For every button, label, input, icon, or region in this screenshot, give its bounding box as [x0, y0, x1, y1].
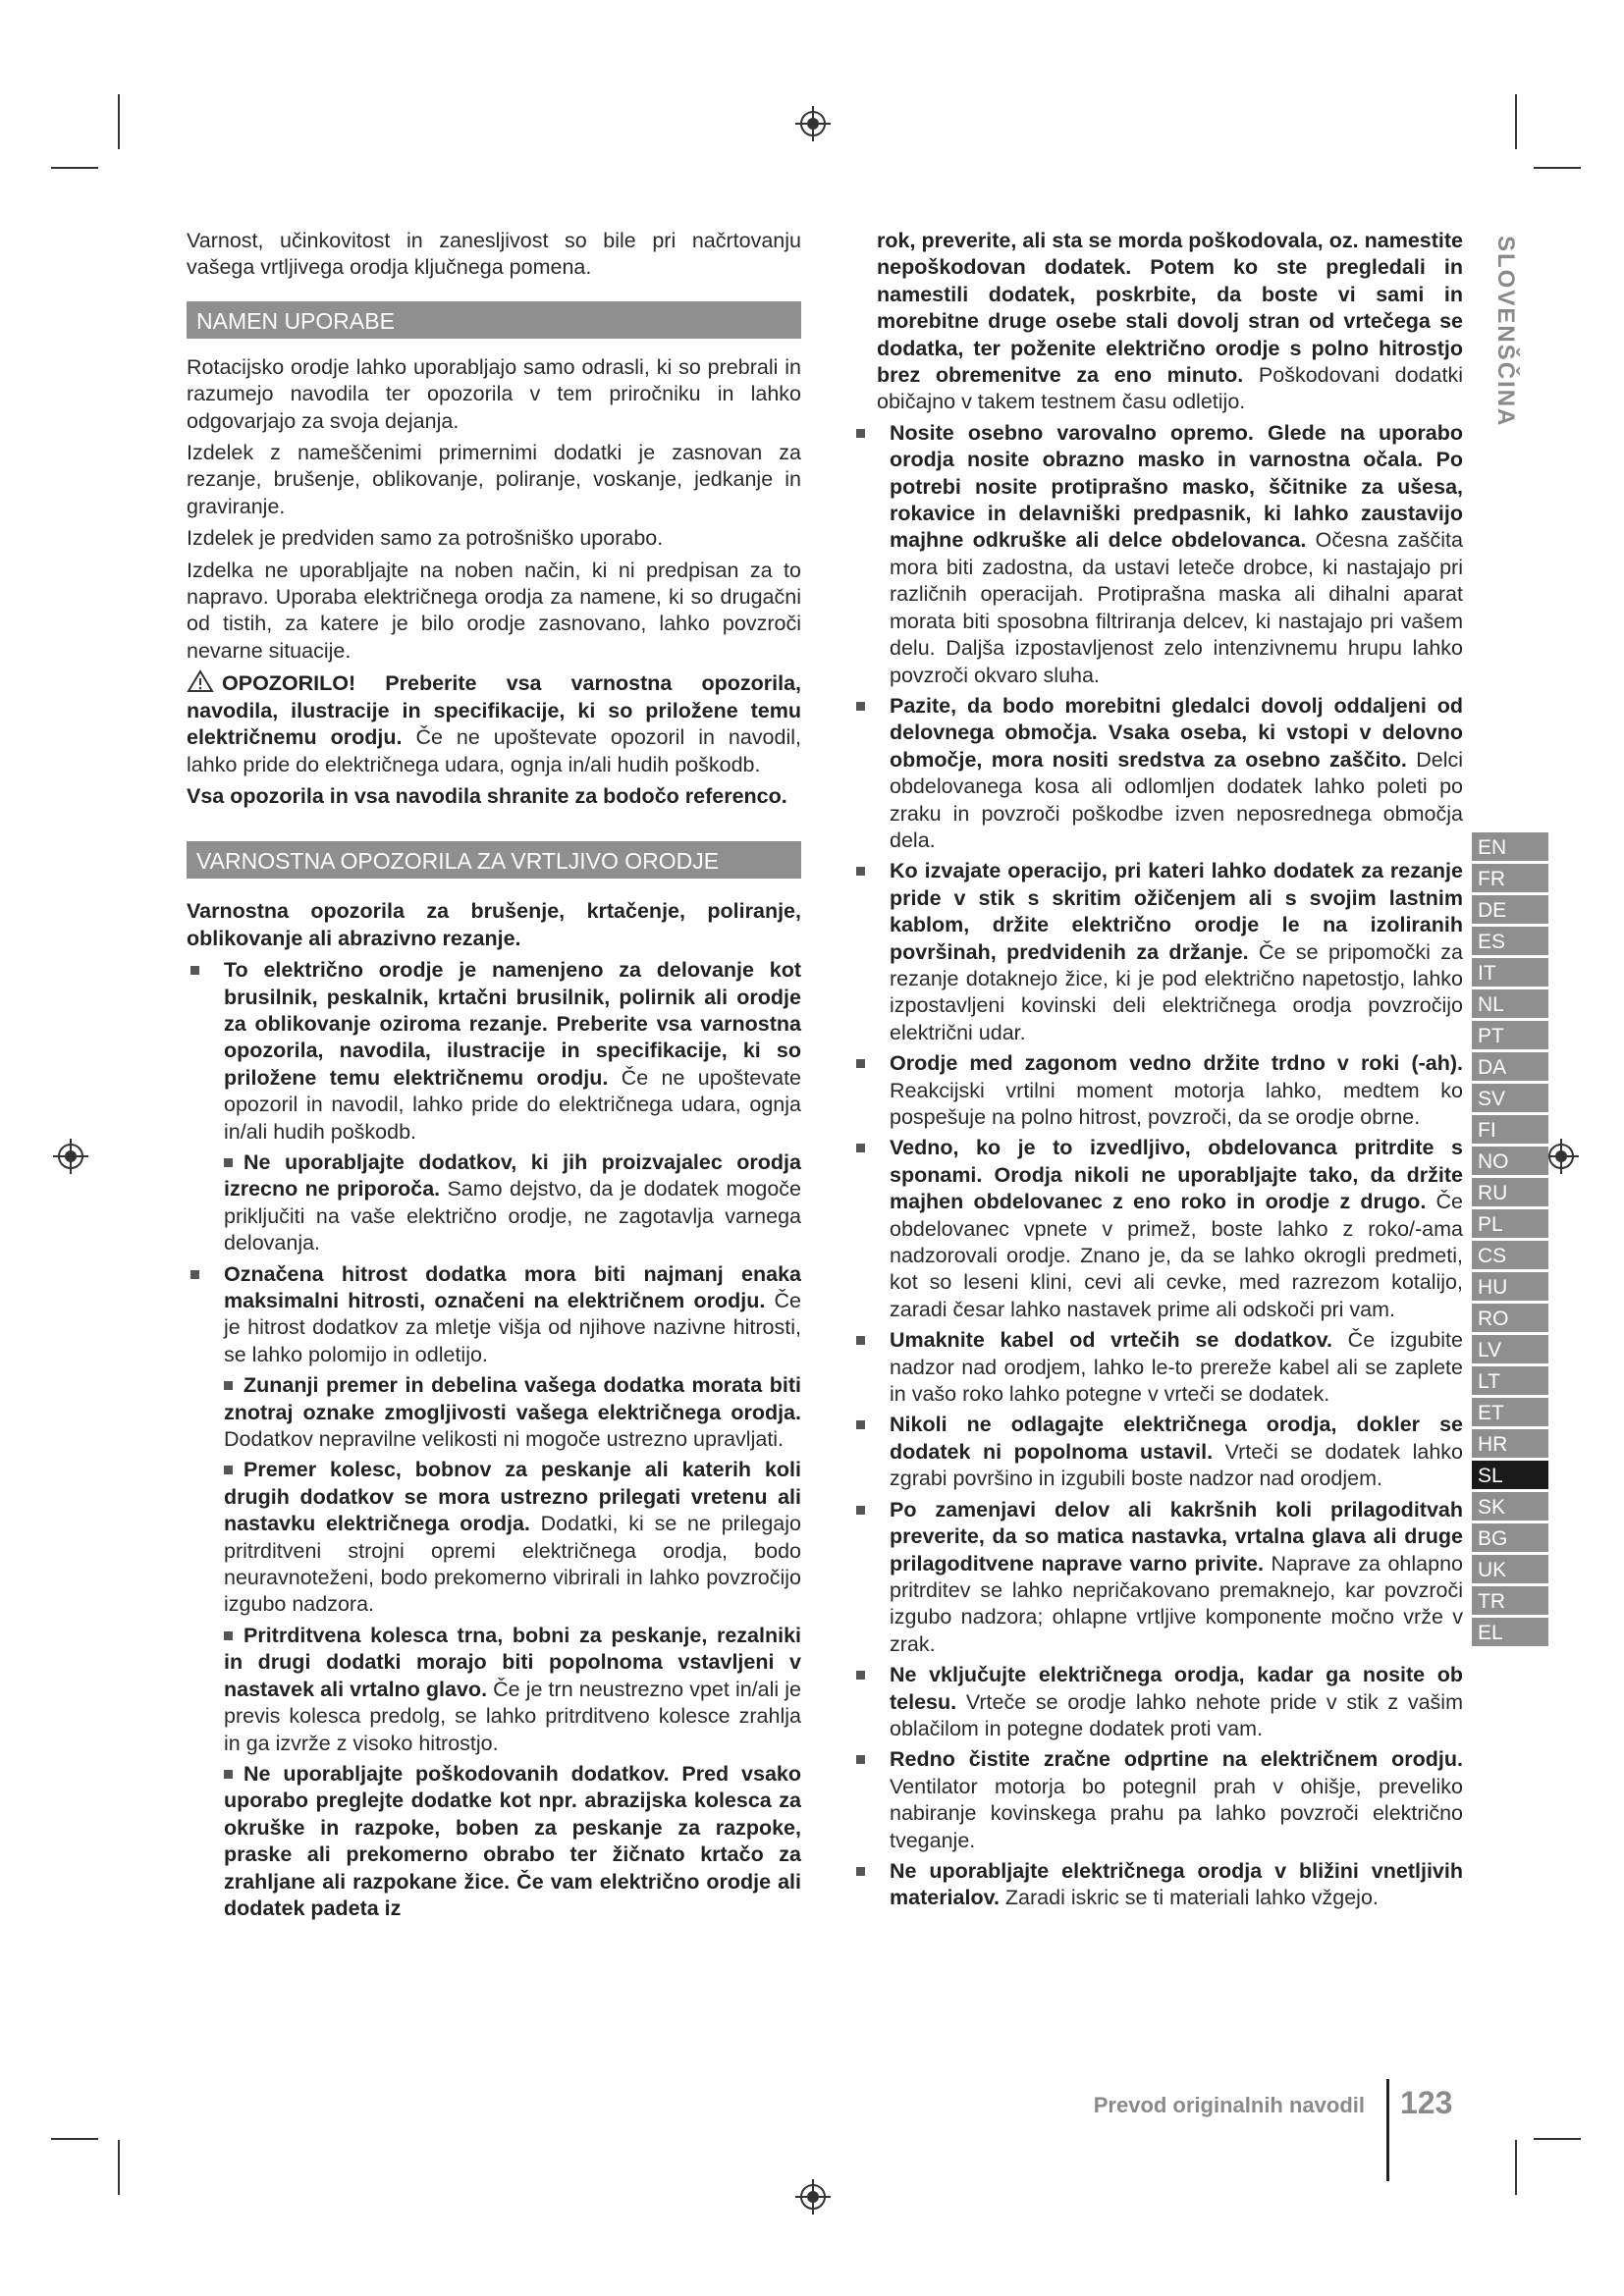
language-tab-es[interactable]: ES: [1472, 927, 1548, 955]
footer-text: Prevod originalnih navodil: [1093, 2093, 1365, 2117]
warning-triangle-icon: [187, 669, 214, 693]
paragraph: Izdelek z nameščenimi primernimi dodatki je zasnovan za rezanje, brušenje, oblikovanje, poliranje, voskanje, jedkanje in graviranje.: [187, 441, 801, 518]
list-item: Po zamenjavi delov ali kakršnih koli prilagoditvah preverite, da so matica nastavka, vrtalna glava ali druge prilagoditvene naprave varno privite. Naprave za ohlapno pritrditev se lahko nepričakovano premaknejo, kar povzroči izgubo nadzora; ohlapne vrtljive komponente močno vrže v zrak.: [852, 1497, 1463, 1658]
language-tab-hr[interactable]: HR: [1472, 1429, 1548, 1458]
language-tab-it[interactable]: IT: [1472, 958, 1548, 987]
page-number: 123: [1400, 2085, 1453, 2120]
language-tab-el[interactable]: EL: [1472, 1618, 1548, 1646]
list-item: Redno čistite zračne odprtine na električnem orodju. Ventilator motorja bo potegnil prah v ohišje, preveliko nabiranje kovinskega prahu pa lahko povzroči električno tveganje.: [852, 1746, 1463, 1854]
crop-mark: [51, 167, 98, 169]
sub-list-item: Premer kolesc, bobnov za peskanje ali katerih koli drugih dodatkov se mora ustrezno prilegati vretenu ali nastavku električnega orodja. Dodatki, ki se ne prilegajo pritrditveni strojni opremi električnega orodja, bodo neuravnoteženi, bodo prekomerno vibrirali in lahko povzročijo izgubo nadzora.: [224, 1458, 801, 1617]
section-heading-safety-warnings: VARNOSTNA OPOZORILA ZA VRTLJIVO ORODJE: [187, 841, 801, 879]
language-tab-hu[interactable]: HU: [1472, 1272, 1548, 1301]
warning-paragraph: [187, 669, 801, 778]
language-tab-sk[interactable]: SK: [1472, 1492, 1548, 1521]
list-item: Pazite, da bodo morebitni gledalci dovolj oddaljeni od delovnega območja. Vsaka oseba, ki vstopi v delovno območje, mora nositi sredstva za osebno zaščito. Delci obdelovanega kosa ali odlomljen dodatek lahko poleti po zraku in povzroči poškodbe izven neposrednega območja dela.: [852, 693, 1463, 854]
language-tab-no[interactable]: NO: [1472, 1147, 1548, 1175]
crop-mark: [1515, 2140, 1517, 2195]
language-tab-sv[interactable]: SV: [1472, 1084, 1548, 1112]
language-tab-nl[interactable]: NL: [1472, 989, 1548, 1018]
language-tab-bg[interactable]: BG: [1472, 1523, 1548, 1552]
registration-mark-icon: [793, 2177, 833, 2216]
language-tab-uk[interactable]: UK: [1472, 1555, 1548, 1583]
warning-bold-text: OPOZORILO! Preberite vsa varnostna opozorila, navodila, ilustracije in specifikacije, ki so priložene temu električnemu orodju.: [187, 671, 801, 750]
sub-list-item-continued: rok, preverite, ali sta se morda poškodovala, oz. namestite nepoškodovan dodatek. Potem ko ste pregledali in namestili dodatek, poskrbite, da boste vi sami in morebitne druge osebe stali dovolj stran od vrtečega se dodatka, ter poženite električno orodje s polno hitrostjo brez obremenitve za eno minuto. Poškodovani dodatki običajno v takem testnem času odletijo.: [877, 229, 1464, 414]
language-tab-sl[interactable]: SL: [1472, 1461, 1548, 1489]
list-item: Ko izvajate operacijo, pri kateri lahko dodatek za rezanje pride v stik s skritim ožičenjem ali s svojim lastnim kablom, držite električno orodje le na izoliranih površinah, predvidenih za držanje. Če se pripomočki za rezanje dotaknejo žice, ki je pod električno napetostjo, lahko izpostavljeni kovinski deli električnega orodja povzročijo električni udar.: [852, 858, 1463, 1046]
sub-heading: Varnostna opozorila za brušenje, krtačenje, poliranje, oblikovanje ali abrazivno rezanje.: [187, 899, 801, 950]
paragraph: Izdelek je predviden samo za potrošniško uporabo.: [187, 526, 664, 551]
language-tab-da[interactable]: DA: [1472, 1052, 1548, 1081]
crop-mark: [1534, 167, 1581, 169]
right-column: [852, 228, 1463, 1916]
sub-list-item: Ne uporabljajte dodatkov, ki jih proizvajalec orodja izrecno ne priporoča. Samo dejstvo, da je dodatek mogoče priključiti na vaše električno orodje, ne zagotavlja varnega delovanja.: [224, 1149, 801, 1255]
list-item: To električno orodje je namenjeno za delovanje kot brusilnik, peskalnik, krtačni brusilnik, polirnik ali orodje za oblikovanje oziroma rezanje. Preberite vsa varnostna opozorila, navodila, ilustracije in specifikacije, ki so priložene temu električnemu orodju. Če ne upoštevate opozoril in navodil, lahko pride do električnega udara, ognja in/ali hudih poškodb.: [187, 957, 801, 1146]
footer-divider: [1386, 2079, 1389, 2181]
paragraph: Rotacijsko orodje lahko uporabljajo samo odrasli, ki so prebrali in razumejo navodila ter opozorila v tem priročniku in lahko odgovarjajo za svoja dejanja.: [187, 354, 801, 433]
list-item: Označena hitrost dodatka mora biti najmanj enaka maksimalni hitrosti, označeni na električnem orodju. Če je hitrost dodatkov za mletje višja od njihove nazivne hitrosti, se lahko polomijo in odletijo.: [187, 1261, 801, 1369]
language-tab-tr[interactable]: TR: [1472, 1586, 1548, 1615]
list-item: Nosite osebno varovalno opremo. Glede na uporabo orodja nosite obrazno masko in varnostna očala. Po potrebi nosite protiprašno masko, ščitnike za ušesa, rokavice in delavniški predpasnik, ki lahko zaustavijo majhne odkruške ali delce obdelovanca. Očesna zaščita mora biti zadostna, da ustavi leteče drobce, ki nastajajo pri različnih operacijah. Protiprašna maska ali dihalni aparat morata biti sposobna filtriranja delcev, ki nastajajo pri vašem delu. Daljša izpostavljenost zelo intenzivnemu hrupu lahko povzroči okvaro sluha.: [852, 420, 1463, 689]
sub-list-item: Pritrditvena kolesca trna, bobni za peskanje, rezalniki in drugi dodatki morajo biti popolnoma vstavljeni v nastavek ali vrtalno glavo. Če je trn neustrezno vpet in/ali je previs kolesca predolg, se lahko pritrditveno kolesce zrahlja in ga izvrže z visoko hitrostjo.: [224, 1623, 801, 1755]
crop-mark: [118, 94, 120, 149]
sub-list-item: Ne uporabljajte poškodovanih dodatkov. Pred vsako uporabo preglejte dodatke kot npr. abrazijska kolesca za okruške in razpoke, boben za peskanje za razpoke, praske ali prekomerno obrabo ter žičnato krtačo za zrahljane ali razpokane žice. Če vam električno orodje ali dodatek padeta iz: [224, 1761, 801, 1920]
warning-text: Če ne upoštevate opozoril in navodil, lahko pride do električnega udara, ognja in/ali hudih poškodb.: [187, 725, 802, 776]
list-item: Vedno, ko je to izvedljivo, obdelovanca pritrdite s sponami. Orodja nikoli ne uporabljajte tako, da držite majhen obdelovanec z eno roko in orodje z drugo. Če obdelovanec vpnete v primež, boste lahko z roko/-ama nadzorovali orodje. Znano je, da se lahko okrogli predmeti, kot so leseni klini, cevi ali cevke, med razrezom kotalijo, zaradi česar lahko nastavek prime ali odskoči pri vam.: [852, 1135, 1463, 1323]
language-tab-lv[interactable]: LV: [1472, 1335, 1548, 1363]
list-item: Ne vključujte električnega orodja, kadar ga nosite ob telesu. Vrteče se orodje lahko nehote pride v stik z vašim oblačilom in potegne dodatek proti vam.: [852, 1662, 1463, 1742]
list-item: Orodje med zagonom vedno držite trdno v roki (-ah). Reakcijski vrtilni moment motorja lahko, medtem ko pospešuje na polno hitrost, povzroči, da se orodje obrne.: [852, 1050, 1463, 1131]
language-tab-pl[interactable]: PL: [1472, 1209, 1548, 1238]
language-tab-ro[interactable]: RO: [1472, 1304, 1548, 1332]
list-item: Ne uporabljajte električnega orodja v bližini vnetljivih materialov. Zaradi iskric se ti materiali lahko vžgejo.: [852, 1858, 1463, 1912]
language-tab-fi[interactable]: FI: [1472, 1115, 1548, 1144]
language-tab-lt[interactable]: LT: [1472, 1366, 1548, 1395]
section-heading-intended-use: NAMEN UPORABE: [187, 301, 801, 339]
language-tab-fr[interactable]: FR: [1472, 864, 1548, 892]
language-tab-de[interactable]: DE: [1472, 895, 1548, 924]
registration-mark-icon: [793, 104, 833, 143]
language-tab-et[interactable]: ET: [1472, 1398, 1548, 1426]
language-tab-en[interactable]: EN: [1472, 832, 1548, 861]
registration-mark-icon: [51, 1137, 90, 1176]
paragraph: Izdelka ne uporabljajte na noben način, ki ni predpisan za to napravo. Uporaba električnega orodja za namene, ki so drugačni od tistih, za katere je bilo orodje zasnovano, lahko povzroči nevarne situacije.: [187, 558, 801, 663]
intro-text: Varnost, učinkovitost in zanesljivost so bile pri načrtovanju vašega vrtljivega orodja ključnega pomena.: [187, 229, 801, 280]
sub-list-item: Zunanji premer in debelina vašega dodatka morata biti znotraj oznake zmogljivosti vašega električnega orodja. Dodatkov nepravilne velikosti ni mogoče ustrezno upravljati.: [224, 1373, 801, 1452]
list-item: Nikoli ne odlagajte električnega orodja, dokler se dodatek ni popolnoma ustavil. Vrteči se dodatek lahko zgrabi površino in izgubili boste nadzor nad orodjem.: [852, 1412, 1463, 1492]
language-tab-ru[interactable]: RU: [1472, 1178, 1548, 1206]
crop-mark: [118, 2140, 120, 2195]
list-item: Umaknite kabel od vrtečih se dodatkov. Če izgubite nadzor nad orodjem, lahko le-to prereže kabel ali se zaplete in vašo roko lahko potegne v vrteči se dodatek.: [852, 1327, 1463, 1408]
language-tab-cs[interactable]: CS: [1472, 1241, 1548, 1269]
crop-mark: [51, 2138, 98, 2140]
crop-mark: [1515, 94, 1517, 149]
keep-instructions: Vsa opozorila in vsa navodila shranite za bodočo referenco.: [187, 783, 787, 808]
left-column: [187, 228, 801, 1926]
language-side-label: SLOVENŠČINA: [1492, 236, 1519, 428]
crop-mark: [1534, 2138, 1581, 2140]
language-tab-pt[interactable]: PT: [1472, 1021, 1548, 1049]
